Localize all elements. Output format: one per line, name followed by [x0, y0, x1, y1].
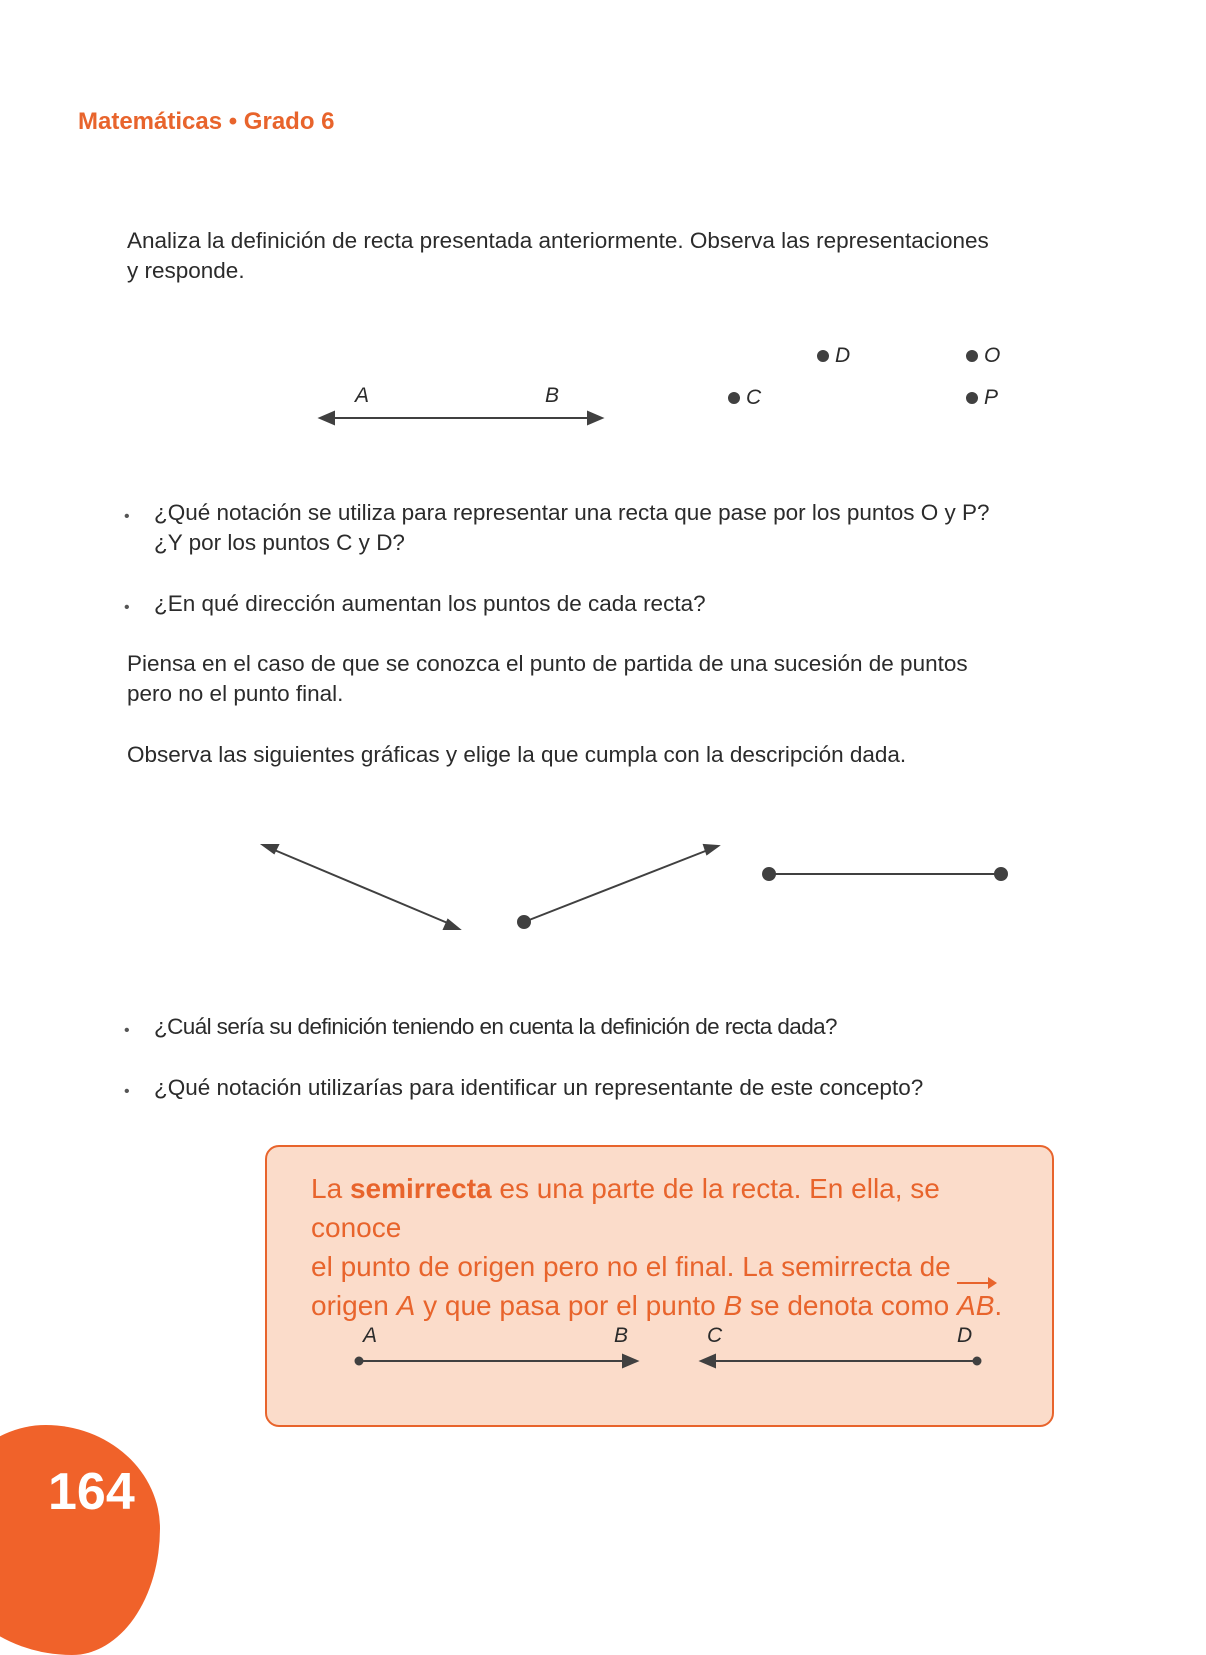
- label-b: B: [545, 384, 560, 407]
- definition-text-part: La: [311, 1173, 350, 1204]
- definition-text-part: es una parte de la recta. En ella, se conoce: [311, 1173, 940, 1243]
- definition-term: semirrecta: [349, 1173, 492, 1204]
- graphic-line: [272, 849, 450, 924]
- point-o: [967, 351, 977, 361]
- definition-rays-figure: [267, 1147, 1056, 1429]
- line-ab-left-arrowhead: [320, 412, 334, 424]
- definition-text-part: se denota como: [742, 1290, 958, 1321]
- intro-line-2: y responde.: [127, 258, 245, 283]
- bullet-dot: •: [124, 1083, 130, 1100]
- label-a: A: [355, 384, 370, 407]
- bullet-dot: •: [124, 599, 130, 616]
- graphic-segment-end-1: [763, 868, 775, 880]
- question-line: ¿Y por los puntos C y D?: [154, 530, 405, 555]
- label-o: O: [984, 344, 1001, 367]
- definition-line-2: el punto de origen pero no el final. La semirrecta de: [311, 1251, 951, 1282]
- graphic-line-arrowhead-1: [263, 845, 278, 853]
- definition-text-part: origen: [311, 1290, 397, 1321]
- question-line: ¿Qué notación se utiliza para representar una recta que pase por los puntos O y P?: [154, 500, 990, 525]
- point-d: [818, 351, 828, 361]
- def-label-b: B: [614, 1324, 629, 1347]
- point-c: [729, 393, 739, 403]
- question-line: ¿En qué dirección aumentan los puntos de cada recta?: [154, 591, 706, 616]
- intro-line-1: Analiza la definición de recta presentada anteriormente. Observa las representaciones: [127, 228, 989, 253]
- line-ab-right-arrowhead: [588, 412, 602, 424]
- figure-2-graphics: [263, 845, 1007, 929]
- ray-dc-arrowhead: [701, 1355, 715, 1367]
- ray-ab-arrowhead: [623, 1355, 637, 1367]
- question-line: ¿Qué notación utilizarías para identificar un representante de este concepto?: [154, 1075, 924, 1100]
- observe-paragraph: Observa las siguientes gráficas y elige la que cumpla con la descripción dada.: [127, 742, 907, 767]
- definition-box: [265, 1145, 1054, 1427]
- label-d: D: [835, 344, 851, 367]
- graphic-ray: [524, 850, 708, 922]
- def-label-a: A: [363, 1324, 378, 1347]
- think-paragraph: [127, 649, 1027, 709]
- page-header: Matemáticas • Grado 6: [78, 108, 335, 135]
- label-c: C: [746, 386, 762, 409]
- definition-text-part: y que pasa por el punto: [415, 1290, 724, 1321]
- graphic-segment-end-2: [995, 868, 1007, 880]
- label-p: P: [984, 386, 999, 409]
- definition-var-b: B: [723, 1290, 743, 1321]
- think-line-1: Piensa en el caso de que se conozca el punto de partida de una sucesión de puntos: [127, 651, 968, 676]
- point-p: [967, 393, 977, 403]
- bullet-dot: •: [124, 508, 130, 525]
- definition-var-a: A: [396, 1290, 416, 1321]
- ray-ab-origin: [356, 1358, 363, 1365]
- definition-text-part: .: [994, 1290, 1003, 1321]
- question-line: ¿Cuál sería su definición teniendo en cuenta la definición de recta dada?: [154, 1014, 837, 1039]
- def-label-d: D: [957, 1324, 973, 1347]
- graphic-ray-origin: [518, 916, 530, 928]
- ray-dc-origin: [974, 1358, 981, 1365]
- bullet-dot: •: [124, 1022, 130, 1039]
- page-number: 164: [48, 1463, 135, 1521]
- think-line-2: pero no el punto final.: [127, 681, 344, 706]
- ray-notation: AB: [957, 1286, 994, 1325]
- graphic-ray-arrowhead: [704, 845, 718, 854]
- def-label-c: C: [707, 1324, 723, 1347]
